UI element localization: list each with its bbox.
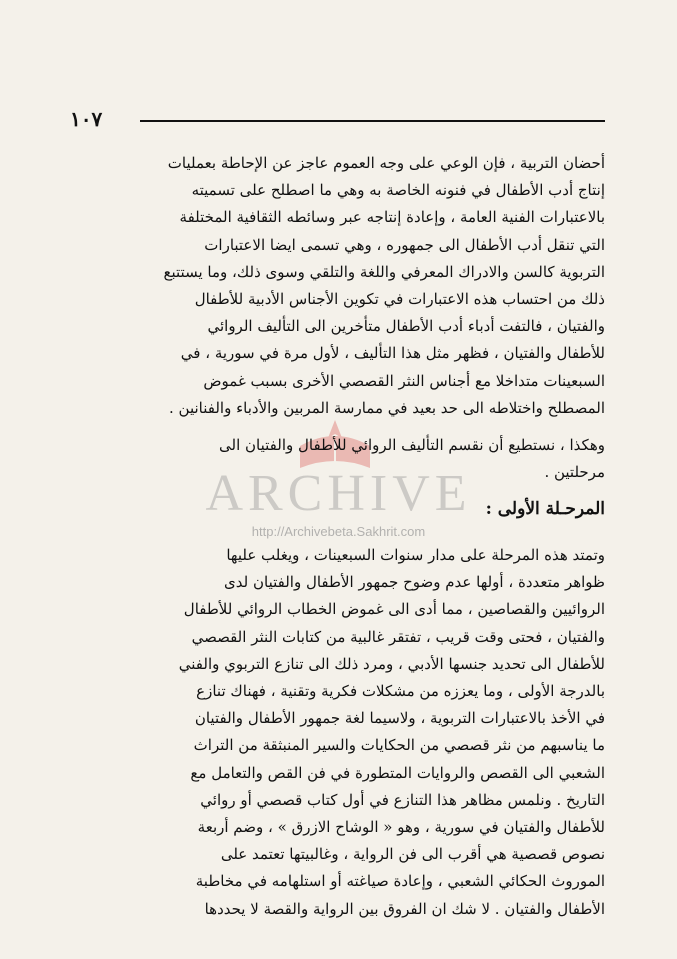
text-line: أحضان التربية ، فإن الوعي على وجه العموم عاجز عن الإحاطة بعمليات (167, 154, 605, 172)
watermark-title: ARCHIVE (205, 465, 472, 522)
section-heading: المرحـلة الأولى : (485, 499, 605, 519)
text-line: وهكذا ، نستطيع أن نقسم التأليف الروائي للأطفال والفتيان الى (219, 436, 605, 454)
watermark-url: http://Archivebeta.Sakhrit.com (251, 524, 426, 539)
text-line: بالدرجة الأولى ، وما يعززه من مشكلات فكرية وتقنية ، فهناك تنازع (196, 682, 605, 701)
text-line: وتمتد هذه المرحلة على مدار سنوات السبعينات ، ويغلب عليها (226, 546, 605, 564)
page-header (70, 108, 605, 130)
text-line: الشعبي الى القصص والروايات المتطورة في فن القص والتعامل مع (190, 763, 605, 782)
text-line: والفتيان ، فالتفت أدباء أدب الأطفال متأخرين الى التأليف الروائي (207, 317, 605, 336)
page-number: ١٠٧ (70, 107, 103, 131)
text-line: الروائيين والقصاصين ، مما أدى الى غموض الخطاب الروائي للأطفال (183, 600, 605, 619)
paragraph-2 (70, 432, 605, 486)
text-line: إنتاج أدب الأطفال في فنونه الخاصة به وهي ما اصطلح على تسميته (191, 181, 605, 200)
text-line: بالاعتبارات الفنية العامة ، وإعادة إنتاجه عبر وسائطه الثقافية المختلفة (179, 208, 605, 227)
text-line: والفتيان ، فحتى وقت قريب ، تفتقر غالبية من كتابات النثر القصصي (191, 627, 605, 646)
paragraph-3 (70, 542, 605, 923)
text-line: الموروث الحكائي الشعبي ، وإعادة صياغته أو استلهامه في مخاطبة (195, 872, 605, 891)
text-line: نصوص قصصية هي أقرب الى فن الرواية ، وغالبيتها تعتمد على (220, 845, 605, 864)
text-line: للأطفال الى تحديد جنسها الأدبي ، ومرد ذلك الى تنازع التربوي والفني (178, 654, 605, 673)
text-line: الأطفال والفتيان . لا شك ان الفروق بين الرواية والقصة لا يحددها (204, 899, 605, 918)
text-line: مرحلتين . (544, 463, 605, 482)
paragraph-1 (70, 150, 605, 422)
text-line: ذلك من احتساب هذه الاعتبارات في تكوين الأجناس الأدبية للأطفال (194, 290, 605, 309)
text-line: التربوية كالسن والادراك المعرفي واللغة والتلقي وسوى ذلك، وما يستتبع (163, 262, 605, 281)
text-line: المصطلح واختلاطه الى حد بعيد في ممارسة المربين والأدباء والفنانين . (169, 398, 605, 417)
text-line: التي تنقل أدب الأطفال الى جمهوره ، وهي تسمى ايضا الاعتبارات (204, 235, 605, 254)
text-line: ما يناسبهم من نثر قصصي من الحكايات والسير المنبثقة من التراث (193, 736, 605, 755)
header-rule (140, 120, 605, 122)
text-line: التاريخ . ونلمس مظاهر هذا التنازع في أول كتاب قصصي أو روائي (200, 790, 605, 809)
text-line: السبعينات متداخلا مع أجناس النثر القصصي الأخرى بسبب غموض (203, 371, 605, 390)
text-line: في الأخذ بالاعتبارات التربوية ، ولاسيما لغة جمهور الأطفال والفتيان (194, 709, 605, 728)
text-line: للأطفال والفتيان في سورية ، وهو « الوشاح الازرق » ، وضم أربعة (197, 818, 605, 837)
text-line: للأطفال والفتيان ، فظهر مثل هذا التأليف ، لأول مرة في سورية ، في (180, 344, 605, 363)
text-line: ظواهر متعددة ، أولها عدم وضوح جمهور الأطفال والفتيان لدى (224, 573, 605, 592)
